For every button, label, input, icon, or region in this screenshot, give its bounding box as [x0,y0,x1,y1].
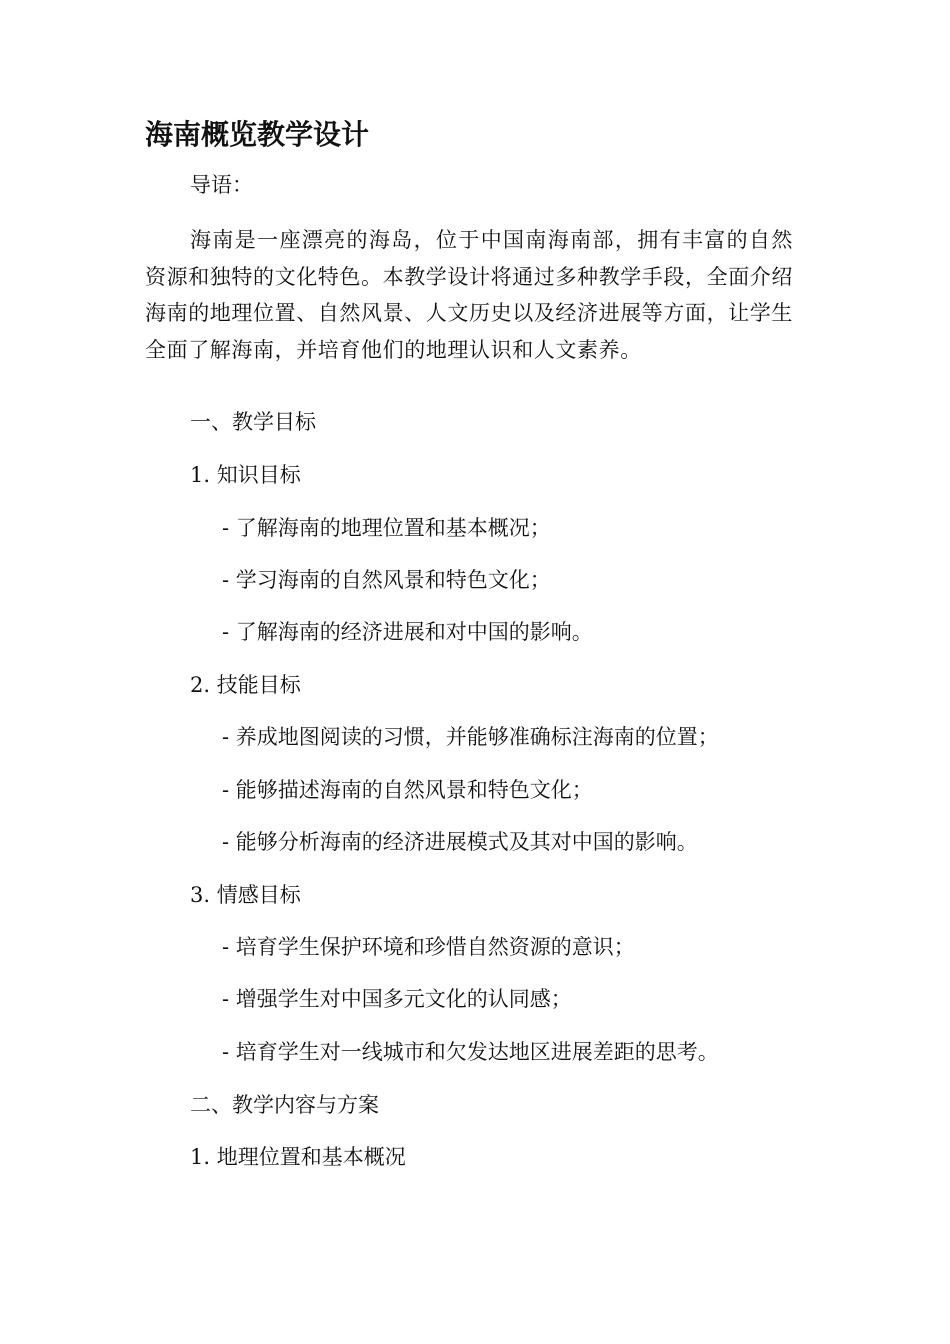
list-item: - 能够描述海南的自然风景和特色文化； [222,778,593,802]
subsection-heading-knowledge: 1. 知识目标 [190,463,301,487]
intro-paragraph: 海南是一座漂亮的海岛，位于中国南海南部，拥有丰富的自然资源和独特的文化特色。本教学设计将通过多种教学手段，全面介绍海南的地理位置、自然风景、人文历史以及经济进展等方面，让学生全面了解海南，并培育他们的地理认识和人文素养。 [145,228,793,362]
list-item: - 学习海南的自然风景和特色文化； [222,568,551,592]
section-heading-objectives: 一、教学目标 [190,410,316,434]
list-item: - 增强学生对中国多元文化的认同感； [222,987,572,1011]
document-title: 海南概览教学设计 [145,118,370,151]
section-heading-content-plan: 二、教学内容与方案 [190,1093,379,1117]
subsection-heading-emotion: 3. 情感目标 [190,883,301,907]
subsection-heading-geography: 1. 地理位置和基本概况 [190,1145,406,1169]
subsection-heading-skills: 2. 技能目标 [190,673,301,697]
list-item: - 培育学生保护环境和珍惜自然资源的意识； [222,935,635,959]
intro-label: 导语： [190,173,253,197]
list-item: - 养成地图阅读的习惯，并能够准确标注海南的位置； [222,725,719,749]
list-item: - 了解海南的地理位置和基本概况； [222,516,551,540]
list-item: - 了解海南的经济进展和对中国的影响。 [222,620,593,644]
list-item: - 培育学生对一线城市和欠发达地区进展差距的思考。 [222,1040,719,1064]
list-item: - 能够分析海南的经济进展模式及其对中国的影响。 [222,830,698,854]
